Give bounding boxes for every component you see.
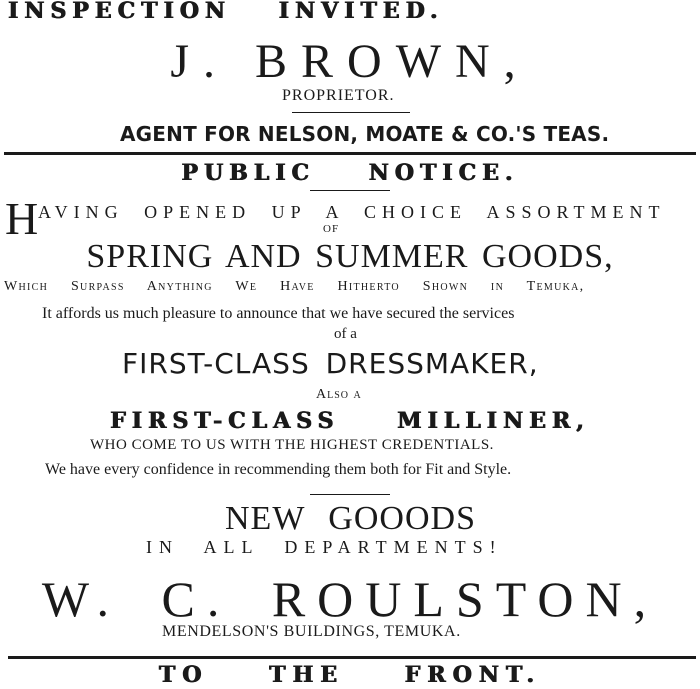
having-drop-cap: H	[5, 193, 39, 244]
public-notice-heading: PUBLIC NOTICE.	[181, 160, 519, 186]
milliner-heading: FIRST-CLASS MILLINER,	[110, 408, 590, 434]
also-a: Also a	[316, 387, 362, 402]
of-a: of a	[334, 326, 357, 342]
credentials-line: WHO COME TO US WITH THE HIGHEST CREDENTIALS.	[90, 437, 494, 453]
surpass-line: Which Surpass Anything We Have Hitherto Shown in Temuka,	[4, 279, 585, 294]
confidence-line: We have every confidence in recommending them both for Fit and Style.	[45, 461, 512, 478]
proprietor-title: PROPRIETOR.	[282, 87, 395, 104]
divider-heavy	[4, 152, 696, 155]
new-goods-heading: NEW GOOODS	[225, 500, 476, 537]
divider-short	[310, 190, 390, 191]
affords-line: It affords us much pleasure to announce that we have secured the services	[42, 305, 515, 322]
proprietor-name: J. BROWN,	[170, 35, 530, 88]
having-line: AVING OPENED UP A CHOICE ASSORTMENT	[38, 202, 666, 222]
divider-short	[292, 112, 410, 113]
of-small: OF	[323, 223, 340, 235]
spring-summer-goods-line: SPRING AND SUMMER GOODS,	[86, 238, 614, 275]
to-the-front-heading: TO THE FRONT.	[158, 662, 542, 688]
inspection-invited-heading: INSPECTION INVITED.	[8, 0, 444, 24]
merchant-name: W. C. ROULSTON,	[41, 571, 659, 627]
dressmaker-line: FIRST-CLASS DRESSMAKER,	[122, 347, 539, 380]
merchant-address: MENDELSON'S BUILDINGS, TEMUKA.	[162, 623, 461, 640]
departments-line: IN ALL DEPARTMENTS!	[146, 537, 503, 557]
divider-heavy	[8, 656, 696, 659]
agent-line: AGENT FOR NELSON, MOATE & CO.'S TEAS.	[120, 122, 610, 146]
divider-short	[310, 494, 390, 495]
